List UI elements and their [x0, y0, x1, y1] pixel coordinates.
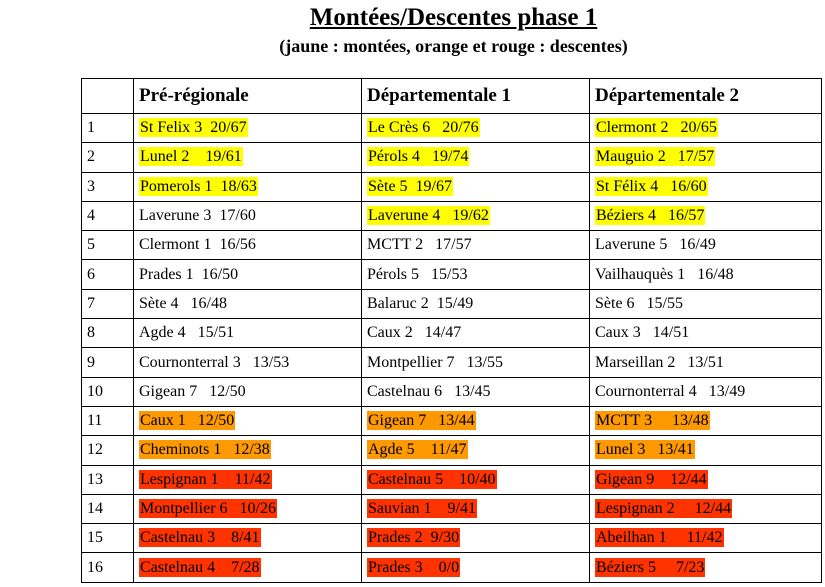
team-cell: [590, 143, 822, 172]
team-cell: [134, 348, 362, 377]
team-entry: Béziers 5 7/23: [596, 558, 705, 576]
team-entry: Vailhauquès 1 16/48: [595, 265, 734, 283]
team-entry: Montpellier 7 13/55: [367, 353, 503, 371]
team-cell: [134, 114, 362, 143]
team-cell: [590, 231, 822, 260]
team-entry: Montpellier 6 10/26: [140, 500, 276, 517]
team-entry: MCTT 2 17/57: [367, 236, 472, 254]
team-cell: [590, 553, 822, 582]
table-row: [82, 289, 822, 318]
team-cell: [134, 260, 362, 289]
team-entry: Lespignan 1 11/42: [140, 470, 271, 488]
table-row: [82, 524, 822, 553]
team-entry: Prades 3 0/0: [368, 558, 460, 576]
table-row: [82, 260, 822, 289]
team-cell: [590, 348, 822, 377]
team-cell: [362, 465, 590, 494]
table-row: [82, 143, 822, 172]
team-cell: [134, 377, 362, 406]
team-entry: Pomerols 1 18/63: [140, 177, 257, 195]
team-entry: Gigean 7 12/50: [139, 382, 246, 400]
team-entry: Laverune 5 16/49: [595, 236, 716, 254]
team-entry: Castelnau 3 8/41: [140, 529, 260, 547]
team-entry: Cournonterral 4 13/49: [595, 382, 746, 400]
standings-table: [81, 78, 822, 583]
team-cell: [362, 553, 590, 582]
team-cell: [362, 524, 590, 553]
rank-cell: 6: [82, 260, 134, 289]
rank-cell: 8: [82, 319, 134, 348]
team-entry: Sète 6 15/55: [595, 294, 683, 312]
team-cell: [362, 348, 590, 377]
team-cell: [590, 172, 822, 201]
team-entry: Abeilhan 1 11/42: [596, 529, 723, 547]
team-cell: [362, 289, 590, 318]
table-header-row: [82, 79, 822, 114]
rank-cell: 13: [82, 465, 134, 494]
team-cell: [134, 172, 362, 201]
rank-cell: 16: [82, 553, 134, 582]
team-entry: Sète 4 16/48: [139, 294, 227, 312]
rank-cell: 4: [82, 201, 134, 230]
team-cell: [362, 143, 590, 172]
team-entry: Mauguio 2 17/57: [596, 148, 715, 166]
table-row: [82, 231, 822, 260]
team-cell: [134, 406, 362, 435]
team-entry: St Felix 3 20/67: [140, 119, 247, 137]
table-row: [82, 465, 822, 494]
team-cell: [362, 319, 590, 348]
team-entry: Castelnau 4 7/28: [140, 558, 260, 576]
team-cell: [590, 114, 822, 143]
team-entry: Caux 3 14/51: [595, 324, 690, 342]
team-cell: [134, 494, 362, 523]
team-entry: Agde 4 15/51: [139, 324, 235, 342]
team-cell: [134, 465, 362, 494]
team-entry: Sauvian 1 9/41: [368, 500, 476, 517]
table-row: [82, 172, 822, 201]
team-cell: [590, 377, 822, 406]
team-entry: Gigean 7 13/44: [368, 412, 475, 430]
table-row: [82, 114, 822, 143]
team-entry: Balaruc 2 15/49: [367, 294, 474, 312]
rank-cell: 2: [82, 143, 134, 172]
team-entry: St Félix 4 16/60: [596, 177, 707, 195]
team-entry: Prades 2 9/30: [368, 529, 460, 547]
table-row: [82, 406, 822, 435]
team-entry: Castelnau 6 13/45: [367, 382, 491, 400]
team-cell: [590, 406, 822, 435]
rank-cell: 5: [82, 231, 134, 260]
team-entry: Prades 1 16/50: [139, 265, 239, 283]
team-entry: Laverune 4 19/62: [368, 207, 489, 225]
team-entry: Clermont 1 16/56: [139, 236, 256, 254]
team-entry: Sète 5 19/67: [368, 177, 452, 195]
column-header-departementale-1: Départementale 1: [362, 79, 590, 114]
team-cell: [362, 406, 590, 435]
team-entry: Pérols 4 19/74: [368, 148, 469, 166]
team-entry: Béziers 4 16/57: [596, 207, 705, 225]
team-cell: [134, 319, 362, 348]
team-cell: [362, 231, 590, 260]
page-subtitle: (jaune : montées, orange et rouge : descentes): [279, 36, 628, 56]
team-cell: [134, 436, 362, 465]
team-cell: [590, 289, 822, 318]
rank-cell: 9: [82, 348, 134, 377]
table-row: [82, 201, 822, 230]
team-cell: [590, 524, 822, 553]
table-body: [82, 114, 822, 583]
table-row: [82, 553, 822, 582]
team-cell: [134, 553, 362, 582]
team-entry: Castelnau 5 10/40: [368, 470, 496, 488]
team-cell: [134, 201, 362, 230]
team-cell: [590, 494, 822, 523]
column-header-rank: [82, 79, 134, 114]
team-entry: Caux 2 14/47: [367, 324, 462, 342]
team-cell: [590, 436, 822, 465]
table-row: [82, 377, 822, 406]
rank-cell: 7: [82, 289, 134, 318]
team-cell: [362, 260, 590, 289]
team-entry: Cheminots 1 12/38: [140, 441, 270, 459]
rank-cell: 15: [82, 524, 134, 553]
team-entry: Caux 1 12/50: [140, 412, 235, 430]
table-row: [82, 348, 822, 377]
table-row: [82, 494, 822, 523]
page-title: Montées/Descentes phase 1: [309, 4, 598, 31]
team-entry: Cournonterral 3 13/53: [139, 353, 290, 371]
team-entry: MCTT 3 13/48: [596, 412, 709, 430]
table-row: [82, 319, 822, 348]
rank-cell: 10: [82, 377, 134, 406]
team-entry: Marseillan 2 13/51: [595, 353, 724, 371]
team-cell: [134, 289, 362, 318]
team-cell: [362, 201, 590, 230]
column-header-departementale-2: Départementale 2: [590, 79, 822, 114]
team-entry: Clermont 2 20/65: [596, 119, 717, 137]
team-entry: Laverune 3 17/60: [139, 207, 256, 225]
team-cell: [362, 172, 590, 201]
team-entry: Agde 5 11/47: [368, 441, 467, 459]
rank-cell: 12: [82, 436, 134, 465]
team-entry: Lespignan 2 12/44: [596, 500, 732, 517]
team-cell: [590, 201, 822, 230]
team-cell: [362, 436, 590, 465]
team-cell: [134, 143, 362, 172]
team-cell: [362, 377, 590, 406]
rank-cell: 1: [82, 114, 134, 143]
team-entry: Lunel 3 13/41: [596, 441, 694, 459]
team-cell: [590, 465, 822, 494]
team-entry: Pérols 5 15/53: [367, 265, 468, 283]
table-row: [82, 436, 822, 465]
team-entry: Le Crès 6 20/76: [368, 119, 479, 137]
team-entry: Gigean 9 12/44: [596, 470, 707, 488]
rank-cell: 14: [82, 494, 134, 523]
rank-cell: 11: [82, 406, 134, 435]
team-cell: [362, 494, 590, 523]
team-cell: [590, 319, 822, 348]
rank-cell: 3: [82, 172, 134, 201]
team-cell: [134, 231, 362, 260]
column-header-pre-regionale: Pré-régionale: [134, 79, 362, 114]
team-cell: [134, 524, 362, 553]
team-entry: Lunel 2 19/61: [140, 148, 242, 166]
team-cell: [362, 114, 590, 143]
team-cell: [590, 260, 822, 289]
